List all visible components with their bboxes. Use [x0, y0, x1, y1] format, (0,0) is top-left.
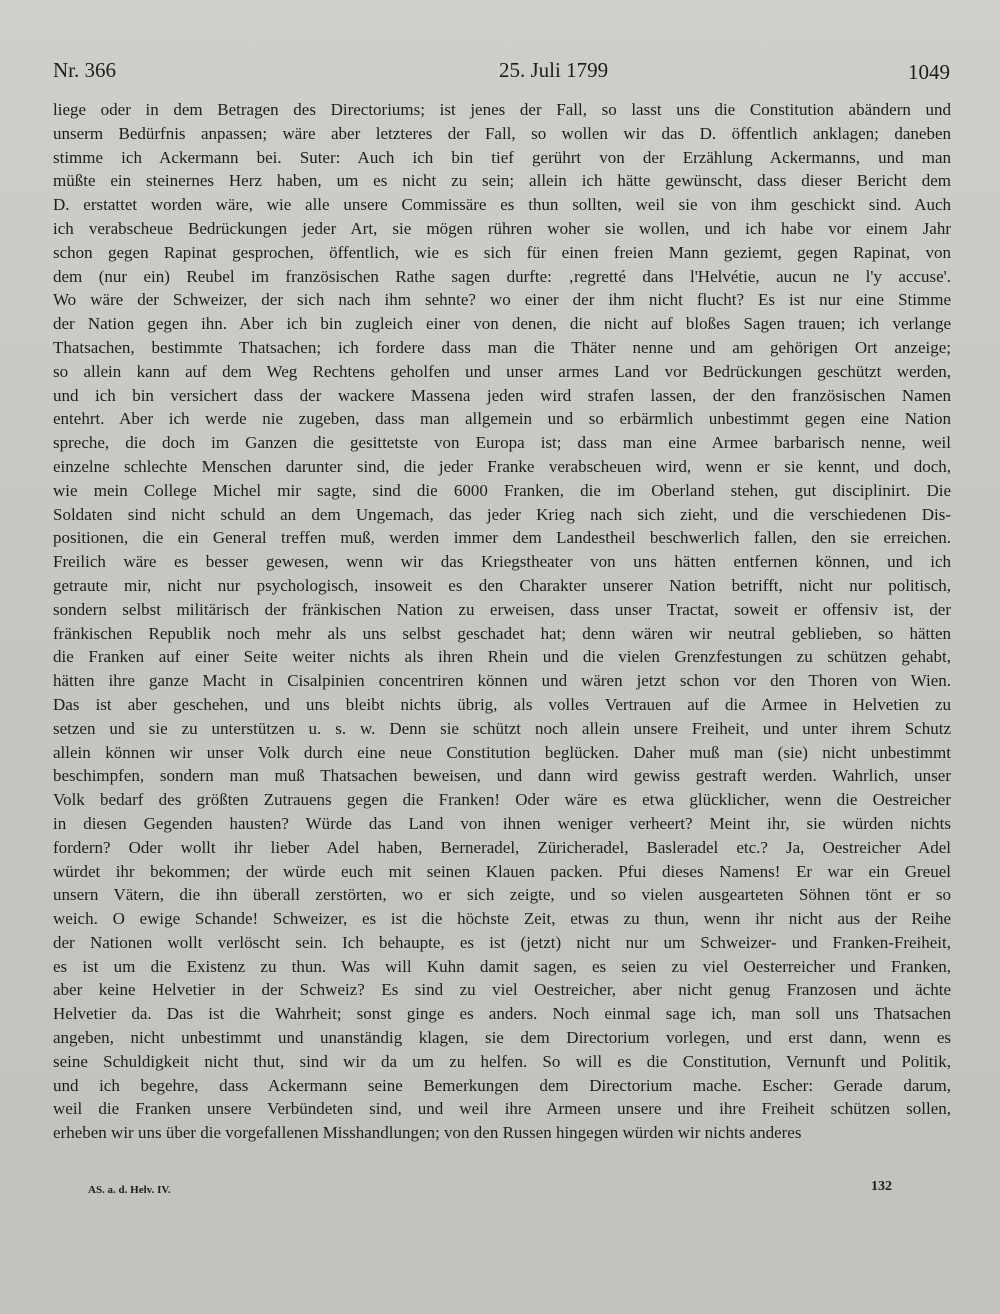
source-abbreviation: AS. a. d. Helv. IV.: [88, 1184, 171, 1196]
text-line: erheben wir uns über die vorgefallenen Misshandlungen; von den Russen hingegen würden wir nichts anderes: [53, 1123, 802, 1143]
body-text: [53, 98, 951, 1145]
text-line: setzen und sie zu unterstützen u. s. w. Denn sie schützt noch allein unsere Freiheit, und unter ihrem Schutz: [53, 718, 951, 738]
text-line: beschimpfen, sondern man muß Thatsachen beweisen, und dann wird gewiss gestraft werden. Wahrlich, unser: [53, 766, 951, 786]
text-line: positionen, die ein General treffen muß, werden immer dem Landestheil beschwerlich fallen, den sie erreichen.: [53, 528, 951, 548]
sheet-signature: 132: [871, 1179, 892, 1194]
text-line: Freilich wäre es besser gewesen, wenn wir das Kriegstheater von uns hätten entfernen können, und ich: [53, 552, 951, 572]
text-line: einzelne schlechte Menschen darunter sind, die jeder Franke verabscheuen wird, wenn er sie kennt, und doch,: [53, 456, 951, 476]
text-line: spreche, die doch im Ganzen die gesittetste von Europa ist; dass man eine Armee barbarisch nenne, weil: [53, 433, 951, 453]
text-line: schon gegen Rapinat gesprochen, öffentlich, wie es sich für einen freien Mann geziemt, gegen Rapinat, von: [53, 242, 951, 262]
text-line: getraute mir, nicht nur psychologisch, insoweit es den Charakter unserer Nation betrifft, nicht nur politisch,: [53, 575, 951, 595]
text-line: würdet ihr bekommen; der würde euch mit seinen Klauen packen. Pfui dieses Namens! Er war ein Greuel: [53, 861, 951, 881]
text-line: liege oder in dem Betragen des Directoriums; ist jenes der Fall, so lasst uns die Constitution abändern und: [53, 100, 951, 119]
text-line: Soldaten sind nicht schuld an dem Ungemach, das jeder Krieg nach sich zieht, und die verschiedenen Dis-: [53, 504, 951, 524]
text-line: Thatsachen, bestimmte Thatsachen; ich fordere dass man die Thäter nenne und am gehörigen Ort anzeige;: [53, 337, 951, 357]
text-line: fordern? Oder wollt ihr lieber Adel haben, Berneradel, Züricheradel, Basleradel etc.? Ja, Oestreicher Adel: [53, 837, 951, 857]
document-number: Nr. 366: [53, 58, 116, 82]
text-line: stimme ich Ackermann bei. Suter: Auch ich bin tief gerührt von der Erzählung Ackermanns, und man: [53, 147, 951, 167]
text-line: müßte ein steinernes Herz haben, um es nicht zu sein; allein ich hätte gewünscht, dass dieser Bericht dem: [53, 171, 951, 191]
text-line: seine Schuldigkeit nicht thut, sind wir da um zu helfen. So will es die Constitution, Vernunft und Politik,: [53, 1051, 951, 1071]
text-line: so allein kann auf dem Weg Rechtens geholfen und unser armes Land vor Bedrückungen geschützt werden,: [53, 361, 951, 381]
text-line: weil die Franken unsere Verbündeten sind, und weil ihre Armeen unsere und ihre Freiheit schützen sollen,: [53, 1099, 951, 1119]
text-line: D. erstattet worden wäre, wie alle unsere Commissäre es thun sollten, weil sie von ihm geschickt sind. Auch: [53, 195, 951, 215]
text-line: wie mein College Michel mir sagte, sind die 6000 Franken, die im Oberland stehen, gut disciplinirt. Die: [53, 480, 951, 500]
text-line: angeben, nicht unbestimmt und unanständig klagen, sie dem Directorium vorlegen, und erst dann, wenn es: [53, 1028, 951, 1048]
text-line: in diesen Gegenden hausten? Würde das Land von ihnen weniger verheert? Meint ihr, sie würden nichts: [53, 813, 951, 833]
text-line: hätten ihre ganze Macht in Cisalpinien concentriren können und wären jetzt schon vor den Thoren von Wien.: [53, 671, 951, 691]
text-line: sondern selbst militärisch der fränkischen Nation zu erweisen, dass unser Tractat, soweit er offensiv ist, der: [53, 599, 951, 619]
text-line: es ist um die Existenz zu thun. Was will Kuhn damit sagen, es seien zu viel Oesterreicher und Franken,: [53, 956, 951, 976]
text-line: aber keine Helvetier in der Schweiz? Es sind zu viel Oestreicher, aber nicht genug Franzosen und ächte: [53, 980, 951, 1000]
text-line: fränkischen Republik noch mehr als uns selbst geschadet hat; denn wären wir neutral geblieben, so hätten: [53, 623, 951, 643]
running-header: [53, 58, 950, 86]
page-number: 1049: [908, 60, 950, 84]
text-line: Wo wäre der Schweizer, der sich nach ihm sehnte? wo einer der ihm nicht flucht? Es ist nur eine Stimme: [53, 290, 951, 310]
text-line: Das ist aber geschehen, und uns bleibt nichts übrig, als volles Vertrauen auf die Armee in Helvetien zu: [53, 694, 951, 714]
text-line: Helvetier da. Das ist die Wahrheit; sonst ginge es anders. Noch einmal sage ich, man soll uns Thatsachen: [53, 1004, 951, 1024]
text-line: und ich bin versichert dass der wackere Massena jeden wird strafen lassen, der den französischen Namen: [53, 385, 951, 405]
text-line: ich verabscheue Bedrückungen jeder Art, sie mögen rühren woher sie wollen, und ich habe vor einem Jahr: [53, 218, 951, 238]
text-line: allein können wir unser Volk durch eine neue Constitution beglücken. Daher muß man (sie) nicht unbestimmt: [53, 742, 951, 762]
text-line: und ich begehre, dass Ackermann seine Bemerkungen dem Directorium mache. Escher: Gerade darum,: [53, 1075, 951, 1095]
text-line: weich. O ewige Schande! Schweizer, es ist die höchste Zeit, etwas zu thun, wenn ihr nicht aus der Reihe: [53, 909, 951, 929]
text-line: entehrt. Aber ich werde nie zugeben, dass man allgemein und so erbärmlich unbestimmt gegen eine Nation: [53, 409, 951, 429]
text-line: unserm Bedürfnis anpassen; wäre aber letzteres der Fall, so wollen wir das D. öffentlich anklagen; daneben: [53, 123, 951, 143]
text-line: die Franken auf einer Seite weiter nichts als ihren Rhein und die vielen Grenzfestungen zu schützen gehabt,: [53, 647, 951, 667]
text-line: unsern Vätern, die ihn überall zerstörten, wo er sich zeigte, und so vielen ausgearteten Söhnen tönt er so: [53, 885, 951, 905]
text-line: der Nation gegen ihn. Aber ich bin zugleich einer von denen, die nicht auf bloßes Sagen trauen; ich verlange: [53, 314, 951, 334]
text-line: Volk bedarf des größten Zutrauens gegen die Franken! Oder wäre es etwa glücklicher, wenn die Oestreicher: [53, 790, 951, 810]
text-line: dem (nur ein) Reubel im französischen Rathe sagen durfte: ‚regretté dans l'Helvétie, aucun ne l'y accuse'.: [53, 266, 951, 286]
header-date: 25. Juli 1799: [499, 58, 609, 82]
text-line: der Nationen wollt verlöscht sein. Ich behaupte, es ist (jetzt) nicht nur um Schweizer- und Franken-Freiheit,: [53, 932, 951, 952]
